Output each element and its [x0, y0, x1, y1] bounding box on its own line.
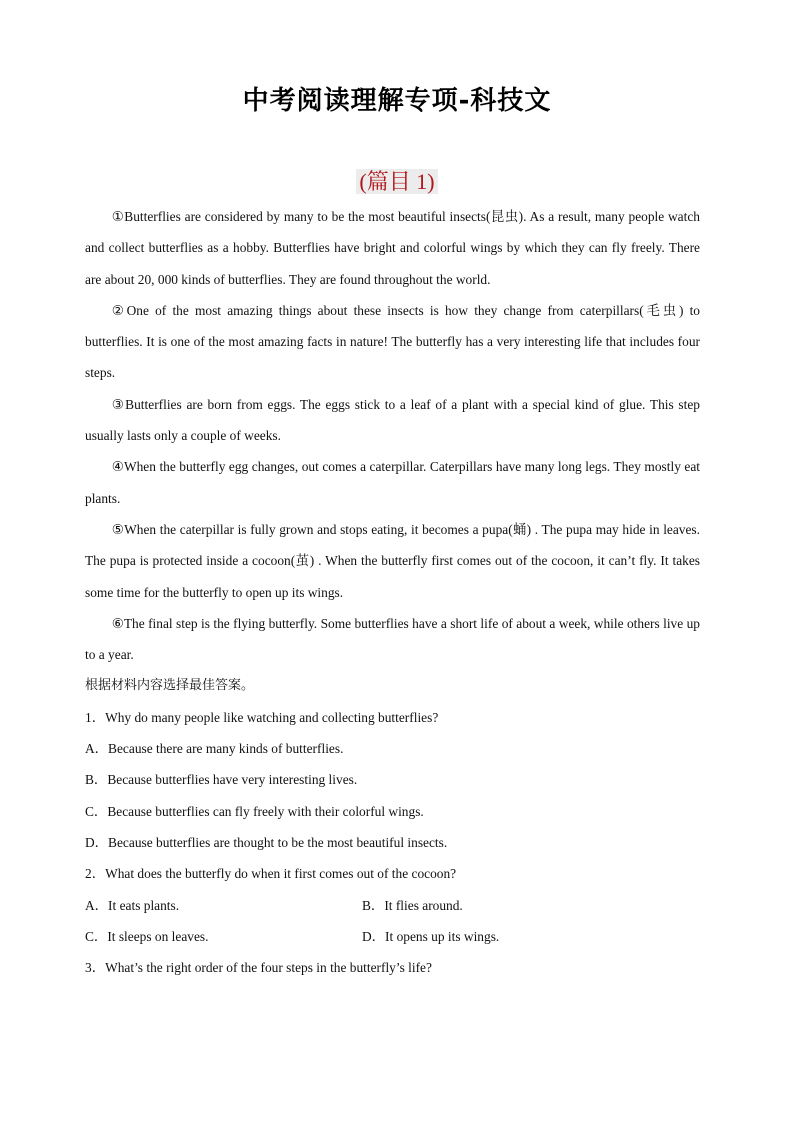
page-title: 中考阅读理解专项-科技文	[242, 86, 552, 116]
question-2-options-row-1	[85, 890, 700, 921]
question-1-option-a: A．Because there are many kinds of butterflies.	[85, 741, 344, 757]
question-2-stem: 2．What does the butterfly do when it first comes out of the cocoon?	[85, 866, 457, 882]
question-2-option-a: A．It eats plants.	[85, 897, 180, 913]
question-1-option-c: C．Because butterflies can fly freely with their colorful wings.	[85, 803, 424, 819]
instruction: 根据材料内容选择最佳答案。	[85, 678, 255, 694]
passage-content	[85, 201, 700, 983]
section-label	[0, 165, 794, 196]
question-1-option-b: B．Because butterflies have very interesting lives.	[85, 772, 358, 788]
question-1-option-d: D．Because butterflies are thought to be the most beautiful insects.	[85, 834, 448, 850]
question-2-option-c: C．It sleeps on leaves.	[85, 928, 209, 944]
section-label-text: (篇目 1)	[356, 169, 437, 194]
question-3-stem: 3．What’s the right order of the four steps in the butterfly’s life?	[85, 960, 432, 976]
question-2-option-b: B．It flies around.	[362, 897, 463, 913]
paragraph-2: ②One of the most amazing things about these insects is how they change from caterpillars(毛虫) to butterflies. It is one of the most amazing facts in nature! The butterfly has a very interesting life that includes four steps.	[85, 302, 700, 381]
question-1-stem: 1．Why do many people like watching and collecting butterflies?	[85, 709, 439, 725]
question-2-option-d: D．It opens up its wings.	[362, 928, 500, 944]
paragraph-3: ③Butterflies are born from eggs. The eggs stick to a leaf of a plant with a special kind of glue. This step usually lasts only a couple of weeks.	[85, 396, 700, 444]
question-2-options-row-2	[85, 921, 700, 952]
paragraph-1: ①Butterflies are considered by many to be the most beautiful insects(昆虫). As a result, many people watch and collect butterflies as a hobby. Butterflies have bright and colorful wings by which they can fly freely. There are about 20, 000 kinds of butterflies. They are found throughout the world.	[85, 209, 700, 287]
paragraph-4: ④When the butterfly egg changes, out comes a caterpillar. Caterpillars have many long legs. They mostly eat plants.	[85, 459, 700, 506]
paragraph-5: ⑤When the caterpillar is fully grown and stops eating, it becomes a pupa(蛹) . The pupa may hide in leaves. The pupa is protected inside a cocoon(茧) . When the butterfly first comes out of the cocoon, it can’t fly. It takes some time for the butterfly to open up its wings.	[85, 521, 700, 600]
paragraph-6: ⑥The final step is the flying butterfly. Some butterflies have a short life of about a week, while others live up to a year.	[85, 615, 700, 663]
